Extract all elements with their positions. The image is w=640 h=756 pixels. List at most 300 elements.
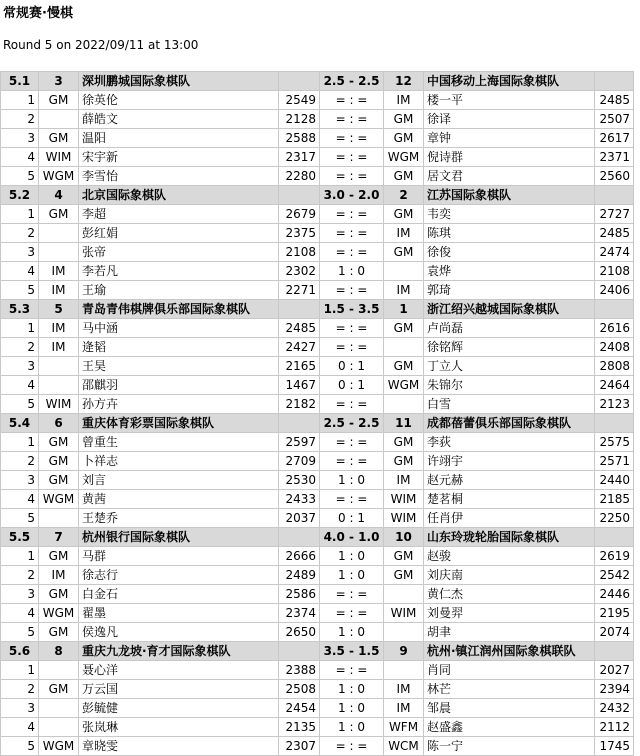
game-number: 4 [1, 148, 39, 167]
away-player-title: GM [384, 547, 424, 566]
home-seed: 7 [39, 528, 79, 547]
away-player-name: 黄仁杰 [424, 585, 595, 604]
home-player-rating: 2374 [279, 604, 320, 623]
game-result: = : = [320, 604, 384, 623]
away-player-name: 陈琪 [424, 224, 595, 243]
spacer-cell [595, 528, 634, 547]
away-player-title [384, 623, 424, 642]
away-player-name: 邹晨 [424, 699, 595, 718]
home-player-rating: 2530 [279, 471, 320, 490]
home-player-rating: 2588 [279, 129, 320, 148]
spacer-cell [279, 528, 320, 547]
game-row [1, 699, 634, 718]
away-seed: 12 [384, 72, 424, 91]
away-player-title: GM [384, 129, 424, 148]
home-player-title: GM [39, 433, 79, 452]
home-player-rating: 1467 [279, 376, 320, 395]
home-player-name: 章晓雯 [79, 737, 279, 756]
away-player-name: 朱锦尔 [424, 376, 595, 395]
away-player-rating: 2485 [595, 224, 634, 243]
away-player-name: 倪诗群 [424, 148, 595, 167]
home-team: 青岛青伟棋牌俱乐部国际象棋队 [79, 300, 279, 319]
match-board: 5.5 [1, 528, 39, 547]
away-player-rating: 2571 [595, 452, 634, 471]
home-player-rating: 2586 [279, 585, 320, 604]
home-team: 深圳鹏城国际象棋队 [79, 72, 279, 91]
home-player-title: IM [39, 338, 79, 357]
match-row [1, 186, 634, 205]
away-player-name: 章钟 [424, 129, 595, 148]
game-result: 1 : 0 [320, 623, 384, 642]
game-result: 1 : 0 [320, 718, 384, 737]
away-team: 江苏国际象棋队 [424, 186, 595, 205]
game-result: = : = [320, 490, 384, 509]
home-player-title [39, 509, 79, 528]
away-player-title: WIM [384, 604, 424, 623]
home-player-rating: 2307 [279, 737, 320, 756]
match-board: 5.3 [1, 300, 39, 319]
game-row [1, 585, 634, 604]
game-number: 3 [1, 471, 39, 490]
game-row [1, 471, 634, 490]
home-player-name: 徐志行 [79, 566, 279, 585]
away-player-name: 袁烨 [424, 262, 595, 281]
home-player-title: IM [39, 566, 79, 585]
game-row [1, 376, 634, 395]
away-player-rating: 2619 [595, 547, 634, 566]
away-seed: 1 [384, 300, 424, 319]
away-player-title [384, 661, 424, 680]
game-row [1, 490, 634, 509]
away-player-name: 许翊宇 [424, 452, 595, 471]
game-number: 5 [1, 281, 39, 300]
away-team: 山东玲珑轮胎国际象棋队 [424, 528, 595, 547]
home-player-name: 马中涵 [79, 319, 279, 338]
away-player-title: GM [384, 433, 424, 452]
away-player-title: WCM [384, 737, 424, 756]
home-player-title: GM [39, 547, 79, 566]
spacer-cell [279, 186, 320, 205]
away-player-title: WGM [384, 376, 424, 395]
home-player-rating: 2485 [279, 319, 320, 338]
game-row [1, 680, 634, 699]
away-player-name: 卢尚磊 [424, 319, 595, 338]
game-number: 4 [1, 490, 39, 509]
match-row [1, 414, 634, 433]
away-player-rating: 2542 [595, 566, 634, 585]
game-row [1, 224, 634, 243]
game-row [1, 110, 634, 129]
spacer-cell [595, 72, 634, 91]
home-player-title: WIM [39, 395, 79, 414]
game-row [1, 281, 634, 300]
home-player-name: 徐英伦 [79, 91, 279, 110]
game-result: = : = [320, 452, 384, 471]
home-player-rating: 2108 [279, 243, 320, 262]
away-player-rating: 2112 [595, 718, 634, 737]
game-row [1, 604, 634, 623]
game-row [1, 243, 634, 262]
home-player-name: 彭红娟 [79, 224, 279, 243]
away-player-title: GM [384, 566, 424, 585]
away-player-name: 郭琦 [424, 281, 595, 300]
match-score: 4.0 - 1.0 [320, 528, 384, 547]
away-player-title [384, 338, 424, 357]
away-seed: 2 [384, 186, 424, 205]
home-seed: 6 [39, 414, 79, 433]
game-result: 0 : 1 [320, 376, 384, 395]
away-player-rating: 2727 [595, 205, 634, 224]
home-player-name: 孙方卉 [79, 395, 279, 414]
home-player-rating: 2489 [279, 566, 320, 585]
home-player-rating: 2679 [279, 205, 320, 224]
away-player-title [384, 395, 424, 414]
home-player-name: 曾重生 [79, 433, 279, 452]
game-result: 0 : 1 [320, 357, 384, 376]
game-result: = : = [320, 661, 384, 680]
away-player-title: WGM [384, 148, 424, 167]
away-player-rating: 2485 [595, 91, 634, 110]
round-info: Round 5 on 2022/09/11 at 13:00 [3, 38, 199, 52]
away-player-title: WFM [384, 718, 424, 737]
game-number: 5 [1, 509, 39, 528]
game-row [1, 623, 634, 642]
game-row [1, 91, 634, 110]
away-player-title: IM [384, 699, 424, 718]
game-number: 2 [1, 680, 39, 699]
game-row [1, 357, 634, 376]
home-player-name: 温阳 [79, 129, 279, 148]
game-result: = : = [320, 338, 384, 357]
home-player-rating: 2375 [279, 224, 320, 243]
game-number: 4 [1, 376, 39, 395]
game-number: 1 [1, 91, 39, 110]
away-player-name: 任肖伊 [424, 509, 595, 528]
game-row [1, 262, 634, 281]
home-player-title: WIM [39, 148, 79, 167]
away-player-name: 赵元赫 [424, 471, 595, 490]
away-player-name: 李荻 [424, 433, 595, 452]
away-player-title [384, 585, 424, 604]
game-result: = : = [320, 433, 384, 452]
away-player-rating: 2108 [595, 262, 634, 281]
home-player-rating: 2508 [279, 680, 320, 699]
away-team: 杭州·镇江润州国际象棋联队 [424, 642, 595, 661]
away-player-name: 丁立人 [424, 357, 595, 376]
away-player-name: 林芒 [424, 680, 595, 699]
away-player-title: GM [384, 452, 424, 471]
game-number: 3 [1, 699, 39, 718]
away-player-name: 赵骏 [424, 547, 595, 566]
home-player-name: 黄茜 [79, 490, 279, 509]
away-player-name: 刘庆南 [424, 566, 595, 585]
game-row [1, 129, 634, 148]
away-player-name: 刘曼羿 [424, 604, 595, 623]
home-player-name: 李超 [79, 205, 279, 224]
match-row [1, 642, 634, 661]
home-player-rating: 2037 [279, 509, 320, 528]
home-player-title [39, 357, 79, 376]
away-player-name: 韦奕 [424, 205, 595, 224]
game-number: 3 [1, 357, 39, 376]
game-result: = : = [320, 224, 384, 243]
away-player-title [384, 262, 424, 281]
home-player-title: WGM [39, 604, 79, 623]
home-player-name: 薛皓文 [79, 110, 279, 129]
game-row [1, 205, 634, 224]
spacer-cell [279, 414, 320, 433]
match-score: 3.5 - 1.5 [320, 642, 384, 661]
match-row [1, 72, 634, 91]
away-player-rating: 2408 [595, 338, 634, 357]
game-result: 1 : 0 [320, 699, 384, 718]
home-team: 北京国际象棋队 [79, 186, 279, 205]
game-row [1, 338, 634, 357]
home-player-title: GM [39, 452, 79, 471]
away-player-rating: 2250 [595, 509, 634, 528]
home-team: 重庆九龙坡·育才国际象棋队 [79, 642, 279, 661]
game-result: 1 : 0 [320, 262, 384, 281]
game-number: 4 [1, 718, 39, 737]
game-result: = : = [320, 167, 384, 186]
game-result: 0 : 1 [320, 509, 384, 528]
home-player-name: 马群 [79, 547, 279, 566]
away-player-rating: 2432 [595, 699, 634, 718]
home-player-rating: 2549 [279, 91, 320, 110]
game-number: 3 [1, 585, 39, 604]
spacer-cell [595, 300, 634, 319]
home-player-rating: 2182 [279, 395, 320, 414]
game-row [1, 566, 634, 585]
game-row [1, 547, 634, 566]
game-number: 4 [1, 604, 39, 623]
home-player-name: 李雪怡 [79, 167, 279, 186]
game-number: 5 [1, 623, 39, 642]
away-player-title: WIM [384, 490, 424, 509]
away-player-name: 赵盛鑫 [424, 718, 595, 737]
home-player-title [39, 376, 79, 395]
home-player-rating: 2317 [279, 148, 320, 167]
home-player-name: 逄韬 [79, 338, 279, 357]
away-player-title: GM [384, 167, 424, 186]
match-score: 1.5 - 3.5 [320, 300, 384, 319]
away-player-name: 白雪 [424, 395, 595, 414]
spacer-cell [279, 72, 320, 91]
away-player-rating: 2560 [595, 167, 634, 186]
game-result: = : = [320, 148, 384, 167]
home-player-rating: 2302 [279, 262, 320, 281]
away-player-rating: 2616 [595, 319, 634, 338]
spacer-cell [279, 300, 320, 319]
game-number: 2 [1, 566, 39, 585]
away-player-rating: 2808 [595, 357, 634, 376]
match-score: 2.5 - 2.5 [320, 414, 384, 433]
home-player-title [39, 699, 79, 718]
away-player-name: 胡聿 [424, 623, 595, 642]
page-title: 常规赛·慢棋 [3, 6, 73, 21]
away-player-title: GM [384, 243, 424, 262]
home-player-rating: 2597 [279, 433, 320, 452]
home-player-title: GM [39, 129, 79, 148]
match-score: 2.5 - 2.5 [320, 72, 384, 91]
away-seed: 11 [384, 414, 424, 433]
home-player-title [39, 718, 79, 737]
home-player-title: GM [39, 623, 79, 642]
home-seed: 5 [39, 300, 79, 319]
game-number: 1 [1, 319, 39, 338]
game-result: = : = [320, 91, 384, 110]
home-player-title: IM [39, 319, 79, 338]
home-player-title: GM [39, 91, 79, 110]
match-row [1, 528, 634, 547]
home-player-name: 侯逸凡 [79, 623, 279, 642]
home-player-title: GM [39, 680, 79, 699]
game-result: = : = [320, 205, 384, 224]
away-player-title: WIM [384, 509, 424, 528]
away-player-title: GM [384, 357, 424, 376]
away-player-name: 楚茗桐 [424, 490, 595, 509]
home-player-title: WGM [39, 737, 79, 756]
spacer-cell [595, 414, 634, 433]
game-number: 3 [1, 243, 39, 262]
home-seed: 3 [39, 72, 79, 91]
away-team: 成都蓓蕾俱乐部国际象棋队 [424, 414, 595, 433]
game-result: 1 : 0 [320, 680, 384, 699]
away-team: 中国移动上海国际象棋队 [424, 72, 595, 91]
game-result: = : = [320, 585, 384, 604]
home-player-name: 王楚乔 [79, 509, 279, 528]
away-player-title: GM [384, 319, 424, 338]
away-player-rating: 2394 [595, 680, 634, 699]
home-player-name: 彭毓健 [79, 699, 279, 718]
away-player-rating: 2617 [595, 129, 634, 148]
away-player-title: GM [384, 205, 424, 224]
away-player-rating: 2074 [595, 623, 634, 642]
away-player-rating: 2027 [595, 661, 634, 680]
away-player-name: 徐铭辉 [424, 338, 595, 357]
home-player-rating: 2165 [279, 357, 320, 376]
game-number: 2 [1, 224, 39, 243]
home-player-title [39, 110, 79, 129]
home-player-name: 聂心洋 [79, 661, 279, 680]
home-team: 重庆体育彩票国际象棋队 [79, 414, 279, 433]
home-player-title: GM [39, 585, 79, 604]
away-seed: 10 [384, 528, 424, 547]
game-number: 5 [1, 395, 39, 414]
game-result: = : = [320, 243, 384, 262]
game-number: 2 [1, 452, 39, 471]
match-score: 3.0 - 2.0 [320, 186, 384, 205]
game-row [1, 395, 634, 414]
home-player-name: 张岚琳 [79, 718, 279, 737]
home-player-rating: 2280 [279, 167, 320, 186]
away-player-name: 陈一宁 [424, 737, 595, 756]
away-player-rating: 2575 [595, 433, 634, 452]
game-number: 1 [1, 433, 39, 452]
pairings-table [0, 71, 634, 756]
away-player-name: 徐俊 [424, 243, 595, 262]
away-player-rating: 2507 [595, 110, 634, 129]
match-board: 5.6 [1, 642, 39, 661]
game-row [1, 319, 634, 338]
home-player-rating: 2388 [279, 661, 320, 680]
home-player-rating: 2709 [279, 452, 320, 471]
game-result: = : = [320, 281, 384, 300]
home-player-rating: 2271 [279, 281, 320, 300]
game-number: 5 [1, 737, 39, 756]
home-player-title: GM [39, 205, 79, 224]
game-result: 1 : 0 [320, 566, 384, 585]
home-player-rating: 2650 [279, 623, 320, 642]
home-player-name: 王瑜 [79, 281, 279, 300]
match-row [1, 300, 634, 319]
away-player-title: IM [384, 680, 424, 699]
game-result: 1 : 0 [320, 471, 384, 490]
game-row [1, 737, 634, 756]
home-player-rating: 2427 [279, 338, 320, 357]
game-number: 1 [1, 547, 39, 566]
home-player-title [39, 224, 79, 243]
home-player-title [39, 661, 79, 680]
spacer-cell [595, 642, 634, 661]
home-seed: 8 [39, 642, 79, 661]
away-seed: 9 [384, 642, 424, 661]
home-player-name: 刘言 [79, 471, 279, 490]
game-result: 1 : 0 [320, 547, 384, 566]
away-player-name: 徐译 [424, 110, 595, 129]
home-player-title [39, 243, 79, 262]
away-player-title: IM [384, 281, 424, 300]
away-player-rating: 2195 [595, 604, 634, 623]
away-player-rating: 2371 [595, 148, 634, 167]
away-player-title: IM [384, 224, 424, 243]
home-player-name: 翟墨 [79, 604, 279, 623]
away-player-title: IM [384, 91, 424, 110]
home-player-name: 万云国 [79, 680, 279, 699]
game-number: 2 [1, 338, 39, 357]
game-number: 1 [1, 205, 39, 224]
away-player-title: IM [384, 471, 424, 490]
home-player-rating: 2135 [279, 718, 320, 737]
game-row [1, 433, 634, 452]
away-player-rating: 2440 [595, 471, 634, 490]
match-board: 5.4 [1, 414, 39, 433]
away-player-rating: 2474 [595, 243, 634, 262]
home-player-name: 李若凡 [79, 262, 279, 281]
game-result: = : = [320, 395, 384, 414]
game-row [1, 167, 634, 186]
spacer-cell [279, 642, 320, 661]
home-player-name: 宋宇新 [79, 148, 279, 167]
away-player-rating: 2464 [595, 376, 634, 395]
home-seed: 4 [39, 186, 79, 205]
home-player-name: 卜祥志 [79, 452, 279, 471]
game-number: 2 [1, 110, 39, 129]
match-board: 5.1 [1, 72, 39, 91]
game-row [1, 718, 634, 737]
home-player-name: 王昊 [79, 357, 279, 376]
home-player-name: 邵麒羽 [79, 376, 279, 395]
game-result: = : = [320, 737, 384, 756]
game-number: 3 [1, 129, 39, 148]
spacer-cell [595, 186, 634, 205]
game-number: 1 [1, 661, 39, 680]
home-player-name: 白金石 [79, 585, 279, 604]
home-team: 杭州银行国际象棋队 [79, 528, 279, 547]
away-player-rating: 2446 [595, 585, 634, 604]
game-result: = : = [320, 129, 384, 148]
game-row [1, 509, 634, 528]
